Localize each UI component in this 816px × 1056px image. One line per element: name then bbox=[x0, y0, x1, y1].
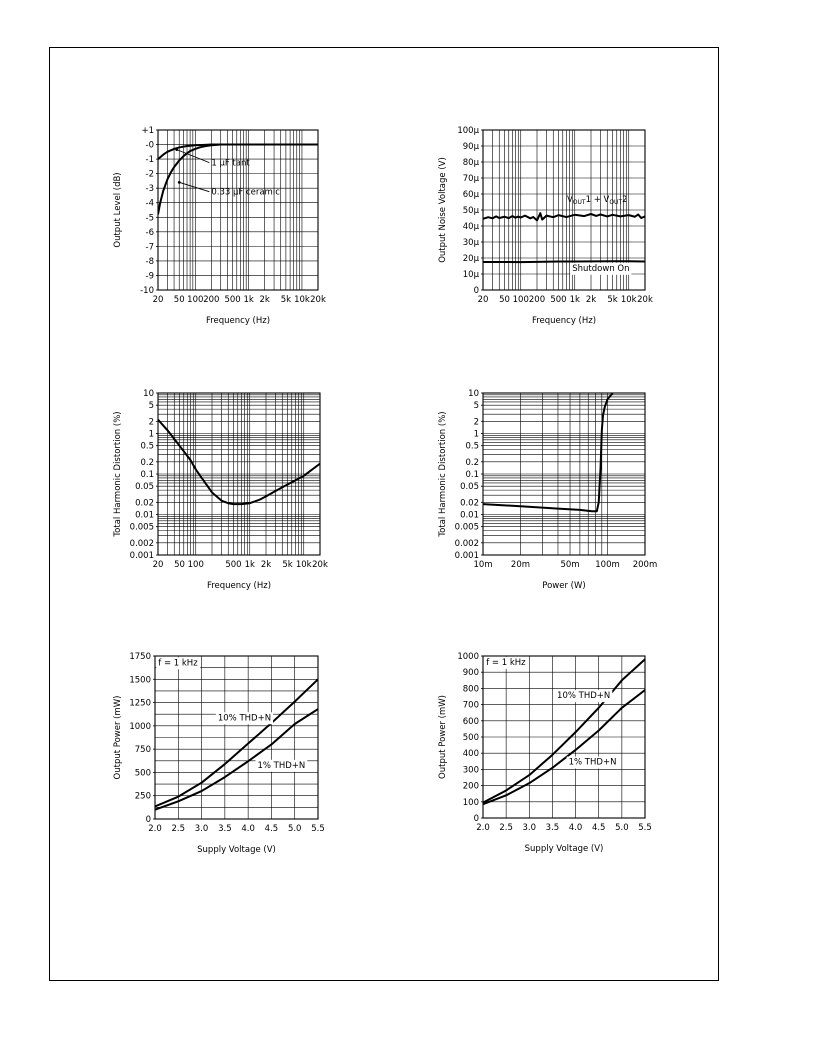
y-tick-label: 0.2 bbox=[140, 457, 154, 468]
series-line-1 bbox=[483, 659, 645, 802]
x-axis-label: Supply Voltage (V) bbox=[524, 844, 604, 854]
y-tick-label: 1000 bbox=[129, 721, 151, 732]
y-tick-label: 0.005 bbox=[129, 522, 154, 533]
x-tick-label: 20k bbox=[310, 295, 326, 305]
y-tick-label: 60µ bbox=[462, 190, 479, 200]
y-tick-label: 500 bbox=[134, 768, 151, 779]
y-tick-label: 2 bbox=[473, 417, 479, 428]
y-tick-label: -3 bbox=[145, 184, 154, 195]
y-tick-label: 0.02 bbox=[460, 498, 479, 509]
series-line-2 bbox=[158, 145, 318, 215]
x-tick-label: 2k bbox=[259, 295, 270, 305]
x-tick-label: 200 bbox=[528, 295, 546, 305]
y-tick-label: +1 bbox=[141, 126, 154, 136]
y-tick-label: 0.001 bbox=[129, 551, 154, 561]
y-tick-label: -5 bbox=[145, 213, 154, 224]
y-tick-label: 750 bbox=[134, 745, 151, 756]
series-line-2 bbox=[483, 261, 645, 262]
x-tick-label: 2.0 bbox=[148, 824, 162, 834]
annotation-label: $V_{OUT}1 + V_{OUT}2$ bbox=[566, 195, 628, 206]
annotation-label: 10% THD+N bbox=[217, 713, 272, 724]
x-tick-label: 3.0 bbox=[522, 823, 537, 833]
x-axis-label: Supply Voltage (V) bbox=[197, 845, 276, 855]
x-tick-label: 2.0 bbox=[476, 823, 490, 833]
y-tick-label: 400 bbox=[462, 749, 479, 760]
y-tick-label: 0.05 bbox=[135, 482, 154, 493]
x-tick-label: 5k bbox=[282, 560, 293, 570]
annotation-label: 1 µF tant bbox=[211, 158, 250, 169]
y-tick-label: 800 bbox=[462, 684, 479, 695]
y-axis-label: Total Harmonic Distortion (%) bbox=[113, 411, 123, 537]
grid bbox=[155, 656, 318, 819]
x-tick-label: 50m bbox=[560, 560, 580, 570]
y-tick-label: 0.1 bbox=[465, 470, 479, 480]
output-power-vs-supply-voltage-chart-1 bbox=[100, 648, 340, 863]
y-tick-label: 0.002 bbox=[129, 538, 154, 549]
y-tick-label: 5 bbox=[148, 401, 154, 412]
x-tick-label: 20k bbox=[312, 560, 328, 570]
y-tick-label: 10µ bbox=[462, 270, 479, 280]
annotation-label: 10% THD+N bbox=[557, 691, 611, 702]
x-tick-label: 1k bbox=[569, 295, 580, 305]
y-tick-label: 80µ bbox=[462, 158, 479, 168]
x-tick-label: 5.5 bbox=[638, 823, 652, 833]
x-tick-label: 10k bbox=[294, 295, 310, 305]
grid bbox=[483, 393, 645, 555]
x-tick-label: 2k bbox=[260, 560, 272, 570]
series-line-1 bbox=[155, 679, 318, 806]
y-axis-label: Output Power (mW) bbox=[113, 695, 123, 780]
annotation-label: f = 1 kHz bbox=[158, 658, 198, 669]
grid bbox=[158, 130, 318, 290]
annotation-label: 0.33 µF ceramic bbox=[211, 187, 280, 198]
y-tick-label: 30µ bbox=[462, 238, 479, 248]
x-tick-label: 3.5 bbox=[545, 823, 560, 833]
x-tick-label: 5.0 bbox=[615, 823, 629, 833]
y-tick-label: 100 bbox=[462, 797, 479, 808]
x-tick-label: 3.0 bbox=[194, 824, 209, 834]
x-tick-label: 100 bbox=[187, 295, 204, 305]
x-tick-label: 100 bbox=[187, 560, 204, 570]
y-tick-label: 10 bbox=[468, 389, 479, 399]
y-tick-label: -10 bbox=[140, 286, 154, 296]
grid bbox=[158, 393, 320, 555]
y-tick-label: 1 bbox=[148, 429, 154, 440]
x-axis-label: Frequency (Hz) bbox=[205, 316, 271, 326]
y-tick-label: 1750 bbox=[129, 652, 151, 662]
x-tick-label: 500 bbox=[224, 295, 241, 305]
x-tick-label: 20 bbox=[152, 295, 164, 305]
x-tick-label: 20k bbox=[637, 295, 653, 305]
x-tick-label: 3.5 bbox=[218, 824, 232, 834]
series-line-1 bbox=[483, 213, 645, 220]
y-tick-label: 300 bbox=[462, 765, 479, 776]
y-axis-label: Output Power (mW) bbox=[438, 695, 448, 779]
y-tick-label: 0.001 bbox=[454, 551, 479, 561]
annotation-label: Shutdown On bbox=[572, 263, 630, 274]
x-tick-label: 10m bbox=[473, 560, 493, 570]
y-tick-label: 2 bbox=[148, 417, 154, 428]
y-tick-label: 200 bbox=[462, 781, 479, 792]
x-tick-label: 2.5 bbox=[171, 824, 186, 834]
y-tick-label: -0 bbox=[145, 140, 154, 151]
x-tick-label: 500 bbox=[225, 560, 242, 570]
y-tick-label: 0.01 bbox=[135, 510, 154, 521]
y-axis-label: Total Harmonic Distortion (%) bbox=[438, 411, 448, 537]
x-axis-label: Frequency (Hz) bbox=[531, 316, 597, 326]
y-axis-label: Output Noise Voltage (V) bbox=[438, 157, 448, 263]
x-tick-label: 50 bbox=[499, 295, 510, 305]
annotation-arrow-head bbox=[178, 181, 181, 184]
y-tick-label: 700 bbox=[462, 700, 479, 711]
x-tick-label: 4.0 bbox=[241, 824, 255, 834]
y-tick-label: 0.5 bbox=[465, 441, 479, 452]
x-tick-label: 100m bbox=[595, 560, 620, 570]
output-noise-voltage-vs-frequency-chart bbox=[430, 120, 660, 335]
x-tick-label: 5.5 bbox=[311, 824, 325, 834]
y-tick-label: 0 bbox=[473, 814, 479, 824]
y-tick-label: 0.5 bbox=[140, 441, 154, 452]
x-tick-label: 5k bbox=[607, 295, 618, 305]
x-tick-label: 4.0 bbox=[568, 823, 583, 833]
y-axis-label: Output Level (dB) bbox=[113, 172, 123, 248]
x-tick-label: 50 bbox=[174, 560, 185, 570]
y-tick-label: 0.02 bbox=[135, 498, 154, 509]
thd-vs-frequency-chart bbox=[100, 385, 340, 595]
x-tick-label: 4.5 bbox=[591, 823, 606, 833]
x-tick-label: 2.5 bbox=[499, 823, 513, 833]
x-tick-label: 20 bbox=[152, 560, 164, 570]
output-power-vs-supply-voltage-chart-2 bbox=[430, 648, 660, 863]
y-tick-label: 1000 bbox=[457, 652, 479, 662]
y-tick-label: 1 bbox=[473, 429, 479, 440]
y-tick-label: 40µ bbox=[462, 222, 479, 232]
x-tick-label: 5.0 bbox=[287, 824, 302, 834]
x-tick-label: 200m bbox=[632, 560, 658, 570]
x-tick-label: 500 bbox=[550, 295, 567, 305]
y-tick-label: 1500 bbox=[129, 675, 151, 686]
y-tick-label: 0.01 bbox=[460, 510, 479, 521]
x-tick-label: 1k bbox=[243, 295, 254, 305]
series-line-2 bbox=[483, 690, 645, 804]
y-tick-label: -9 bbox=[145, 271, 154, 282]
y-tick-label: 900 bbox=[462, 668, 479, 679]
y-tick-label: 0 bbox=[473, 286, 479, 296]
output-level-vs-frequency-chart bbox=[100, 120, 340, 335]
y-tick-label: 0.002 bbox=[454, 538, 479, 549]
y-tick-label: -1 bbox=[145, 155, 154, 166]
annotation-label: f = 1 kHz bbox=[486, 657, 526, 668]
y-tick-label: -8 bbox=[145, 256, 154, 267]
x-tick-label: 10k bbox=[620, 295, 637, 305]
y-tick-label: -4 bbox=[145, 198, 154, 209]
x-tick-label: 4.5 bbox=[264, 824, 279, 834]
y-tick-label: 0.005 bbox=[454, 522, 479, 533]
x-tick-label: 10k bbox=[295, 560, 312, 570]
x-tick-label: 5k bbox=[280, 295, 292, 305]
y-tick-label: -7 bbox=[145, 242, 154, 253]
x-tick-label: 1k bbox=[244, 560, 255, 570]
annotation-label: 1% THD+N bbox=[568, 757, 617, 768]
annotation-arrow-head bbox=[175, 148, 178, 151]
y-tick-label: -6 bbox=[145, 227, 154, 238]
x-tick-label: 20 bbox=[477, 295, 489, 305]
series-line-1 bbox=[483, 393, 613, 511]
y-tick-label: 20µ bbox=[462, 254, 479, 264]
y-tick-label: 90µ bbox=[462, 142, 479, 152]
x-axis-label: Power (W) bbox=[542, 581, 586, 591]
y-tick-label: 10 bbox=[143, 389, 154, 399]
thd-vs-power-chart bbox=[430, 385, 660, 595]
y-tick-label: 0 bbox=[145, 815, 151, 825]
x-axis-label: Frequency (Hz) bbox=[206, 581, 272, 591]
y-tick-label: 1250 bbox=[129, 698, 151, 709]
x-tick-label: 200 bbox=[203, 295, 220, 305]
x-tick-label: 2k bbox=[585, 295, 597, 305]
annotation-label: 1% THD+N bbox=[257, 760, 306, 771]
y-tick-label: 0.05 bbox=[460, 482, 479, 493]
x-tick-label: 50 bbox=[173, 295, 185, 305]
y-tick-label: 0.1 bbox=[140, 470, 154, 480]
plot-frame bbox=[158, 130, 318, 290]
x-tick-label: 20m bbox=[510, 560, 531, 570]
y-tick-label: 100µ bbox=[457, 126, 479, 136]
y-tick-label: 50µ bbox=[462, 206, 479, 216]
x-tick-label: 100 bbox=[512, 295, 529, 305]
y-tick-label: 600 bbox=[462, 716, 479, 727]
y-tick-label: 5 bbox=[473, 401, 479, 412]
y-tick-label: 0.2 bbox=[465, 457, 479, 468]
y-tick-label: 70µ bbox=[462, 174, 479, 184]
y-tick-label: 250 bbox=[134, 791, 151, 802]
y-tick-label: 500 bbox=[462, 733, 479, 743]
y-tick-label: -2 bbox=[145, 169, 154, 180]
